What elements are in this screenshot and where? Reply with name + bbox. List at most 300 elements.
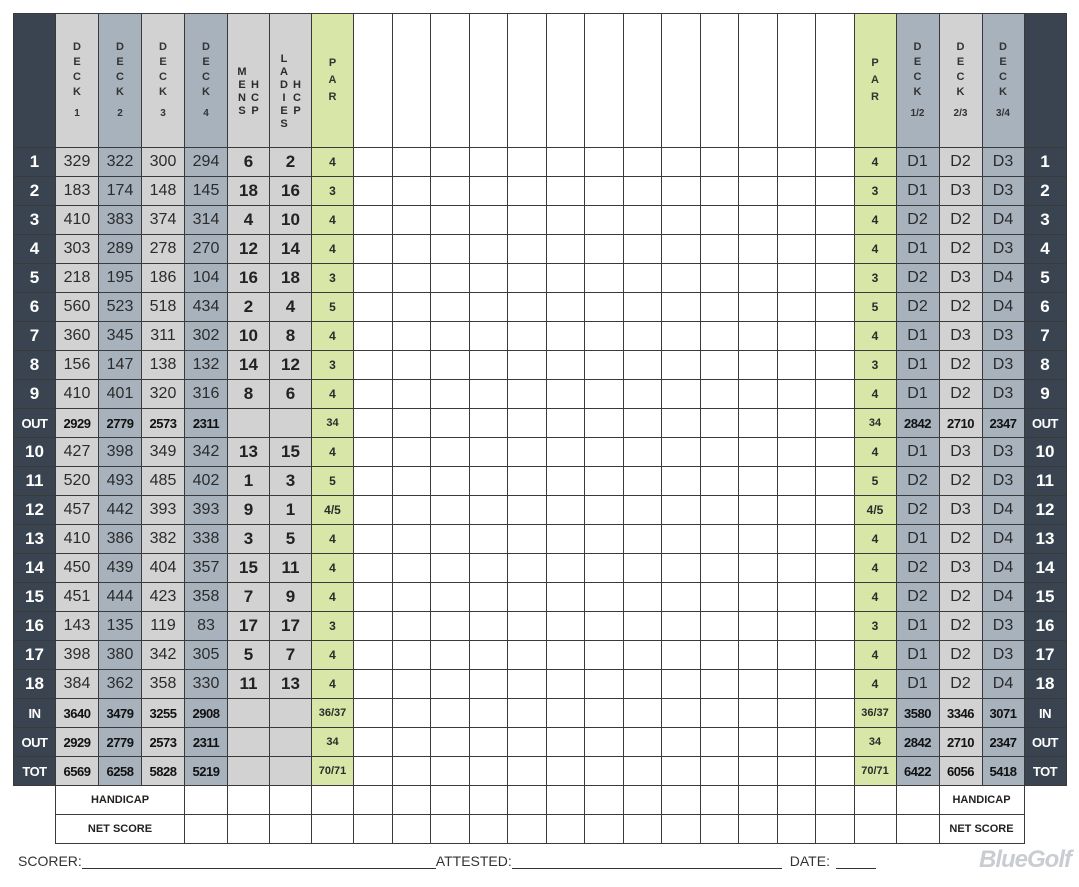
score-cell[interactable] bbox=[623, 235, 662, 264]
score-cell[interactable] bbox=[623, 583, 662, 612]
score-header-1[interactable] bbox=[354, 14, 393, 148]
score-cell[interactable] bbox=[816, 728, 855, 757]
score-cell[interactable] bbox=[354, 380, 393, 409]
score-cell[interactable] bbox=[662, 525, 701, 554]
score-cell[interactable] bbox=[546, 351, 585, 380]
score-cell[interactable] bbox=[662, 351, 701, 380]
score-cell[interactable] bbox=[431, 148, 470, 177]
score-cell[interactable] bbox=[469, 148, 508, 177]
score-cell[interactable] bbox=[777, 670, 816, 699]
score-cell[interactable] bbox=[392, 757, 431, 786]
score-cell[interactable] bbox=[354, 699, 393, 728]
net-score-cell[interactable] bbox=[431, 815, 470, 844]
score-cell[interactable] bbox=[777, 148, 816, 177]
score-header-9[interactable] bbox=[662, 14, 701, 148]
score-cell[interactable] bbox=[739, 554, 778, 583]
score-cell[interactable] bbox=[739, 293, 778, 322]
score-cell[interactable] bbox=[469, 409, 508, 438]
score-cell[interactable] bbox=[777, 380, 816, 409]
score-cell[interactable] bbox=[585, 177, 624, 206]
score-cell[interactable] bbox=[700, 235, 739, 264]
score-cell[interactable] bbox=[777, 496, 816, 525]
score-cell[interactable] bbox=[700, 554, 739, 583]
score-cell[interactable] bbox=[431, 206, 470, 235]
score-cell[interactable] bbox=[739, 235, 778, 264]
score-cell[interactable] bbox=[662, 409, 701, 438]
score-cell[interactable] bbox=[431, 525, 470, 554]
score-cell[interactable] bbox=[431, 757, 470, 786]
score-cell[interactable] bbox=[700, 757, 739, 786]
score-header-10[interactable] bbox=[700, 14, 739, 148]
score-cell[interactable] bbox=[392, 496, 431, 525]
score-cell[interactable] bbox=[700, 612, 739, 641]
score-cell[interactable] bbox=[662, 641, 701, 670]
score-cell[interactable] bbox=[392, 699, 431, 728]
score-cell[interactable] bbox=[469, 728, 508, 757]
score-cell[interactable] bbox=[508, 728, 547, 757]
score-cell[interactable] bbox=[700, 641, 739, 670]
score-cell[interactable] bbox=[431, 728, 470, 757]
score-cell[interactable] bbox=[508, 322, 547, 351]
score-cell[interactable] bbox=[469, 235, 508, 264]
score-cell[interactable] bbox=[739, 728, 778, 757]
score-cell[interactable] bbox=[700, 438, 739, 467]
handicap-cell[interactable] bbox=[777, 786, 816, 815]
score-cell[interactable] bbox=[662, 728, 701, 757]
score-cell[interactable] bbox=[508, 757, 547, 786]
score-cell[interactable] bbox=[585, 728, 624, 757]
score-cell[interactable] bbox=[392, 177, 431, 206]
score-cell[interactable] bbox=[354, 525, 393, 554]
score-cell[interactable] bbox=[739, 148, 778, 177]
handicap-cell[interactable] bbox=[228, 786, 270, 815]
net-score-cell[interactable] bbox=[777, 815, 816, 844]
score-cell[interactable] bbox=[585, 496, 624, 525]
score-cell[interactable] bbox=[392, 293, 431, 322]
score-header-6[interactable] bbox=[546, 14, 585, 148]
score-cell[interactable] bbox=[431, 293, 470, 322]
handicap-cell[interactable] bbox=[623, 786, 662, 815]
score-cell[interactable] bbox=[623, 148, 662, 177]
score-cell[interactable] bbox=[777, 757, 816, 786]
score-cell[interactable] bbox=[585, 409, 624, 438]
score-cell[interactable] bbox=[662, 264, 701, 293]
score-cell[interactable] bbox=[777, 554, 816, 583]
score-cell[interactable] bbox=[469, 496, 508, 525]
score-cell[interactable] bbox=[469, 264, 508, 293]
score-cell[interactable] bbox=[623, 612, 662, 641]
score-cell[interactable] bbox=[816, 699, 855, 728]
score-cell[interactable] bbox=[392, 148, 431, 177]
score-cell[interactable] bbox=[739, 322, 778, 351]
score-cell[interactable] bbox=[700, 583, 739, 612]
score-cell[interactable] bbox=[662, 496, 701, 525]
score-cell[interactable] bbox=[431, 409, 470, 438]
score-cell[interactable] bbox=[700, 148, 739, 177]
handicap-cell[interactable] bbox=[312, 786, 354, 815]
score-cell[interactable] bbox=[392, 554, 431, 583]
score-cell[interactable] bbox=[739, 612, 778, 641]
score-cell[interactable] bbox=[508, 641, 547, 670]
score-cell[interactable] bbox=[508, 496, 547, 525]
score-cell[interactable] bbox=[546, 583, 585, 612]
score-cell[interactable] bbox=[700, 264, 739, 293]
score-cell[interactable] bbox=[739, 525, 778, 554]
score-cell[interactable] bbox=[392, 409, 431, 438]
score-cell[interactable] bbox=[623, 409, 662, 438]
score-cell[interactable] bbox=[623, 728, 662, 757]
handicap-cell[interactable] bbox=[585, 786, 624, 815]
score-cell[interactable] bbox=[777, 235, 816, 264]
score-header-4[interactable] bbox=[469, 14, 508, 148]
score-cell[interactable] bbox=[700, 670, 739, 699]
score-cell[interactable] bbox=[508, 525, 547, 554]
score-cell[interactable] bbox=[431, 641, 470, 670]
handicap-cell[interactable] bbox=[739, 786, 778, 815]
score-header-12[interactable] bbox=[777, 14, 816, 148]
score-cell[interactable] bbox=[623, 264, 662, 293]
score-cell[interactable] bbox=[392, 351, 431, 380]
score-cell[interactable] bbox=[354, 496, 393, 525]
score-cell[interactable] bbox=[354, 438, 393, 467]
score-cell[interactable] bbox=[700, 467, 739, 496]
score-cell[interactable] bbox=[623, 699, 662, 728]
score-cell[interactable] bbox=[816, 757, 855, 786]
score-cell[interactable] bbox=[662, 699, 701, 728]
score-cell[interactable] bbox=[508, 235, 547, 264]
score-cell[interactable] bbox=[508, 264, 547, 293]
score-cell[interactable] bbox=[469, 293, 508, 322]
score-cell[interactable] bbox=[392, 612, 431, 641]
score-cell[interactable] bbox=[623, 670, 662, 699]
score-cell[interactable] bbox=[546, 699, 585, 728]
score-cell[interactable] bbox=[469, 380, 508, 409]
score-cell[interactable] bbox=[585, 670, 624, 699]
score-cell[interactable] bbox=[546, 235, 585, 264]
score-cell[interactable] bbox=[739, 641, 778, 670]
score-cell[interactable] bbox=[585, 699, 624, 728]
score-cell[interactable] bbox=[777, 177, 816, 206]
net-score-cell[interactable] bbox=[546, 815, 585, 844]
net-score-cell[interactable] bbox=[623, 815, 662, 844]
net-score-cell[interactable] bbox=[508, 815, 547, 844]
score-cell[interactable] bbox=[623, 525, 662, 554]
score-cell[interactable] bbox=[816, 496, 855, 525]
score-cell[interactable] bbox=[777, 438, 816, 467]
score-cell[interactable] bbox=[469, 641, 508, 670]
net-score-cell[interactable] bbox=[270, 815, 312, 844]
score-cell[interactable] bbox=[623, 467, 662, 496]
score-cell[interactable] bbox=[354, 322, 393, 351]
score-cell[interactable] bbox=[623, 496, 662, 525]
handicap-cell[interactable] bbox=[354, 786, 393, 815]
attested-field[interactable] bbox=[512, 853, 782, 869]
score-cell[interactable] bbox=[662, 612, 701, 641]
score-cell[interactable] bbox=[431, 467, 470, 496]
score-header-5[interactable] bbox=[508, 14, 547, 148]
score-cell[interactable] bbox=[816, 351, 855, 380]
handicap-cell[interactable] bbox=[392, 786, 431, 815]
score-cell[interactable] bbox=[662, 438, 701, 467]
score-cell[interactable] bbox=[431, 438, 470, 467]
score-cell[interactable] bbox=[508, 670, 547, 699]
score-cell[interactable] bbox=[354, 554, 393, 583]
score-cell[interactable] bbox=[700, 699, 739, 728]
net-score-cell[interactable] bbox=[312, 815, 354, 844]
score-cell[interactable] bbox=[662, 670, 701, 699]
net-score-cell[interactable] bbox=[185, 815, 228, 844]
net-score-cell[interactable] bbox=[585, 815, 624, 844]
score-cell[interactable] bbox=[354, 583, 393, 612]
score-cell[interactable] bbox=[623, 322, 662, 351]
score-cell[interactable] bbox=[354, 728, 393, 757]
score-cell[interactable] bbox=[354, 177, 393, 206]
score-cell[interactable] bbox=[546, 438, 585, 467]
score-cell[interactable] bbox=[816, 235, 855, 264]
score-cell[interactable] bbox=[469, 322, 508, 351]
score-cell[interactable] bbox=[546, 409, 585, 438]
score-cell[interactable] bbox=[546, 264, 585, 293]
score-cell[interactable] bbox=[354, 409, 393, 438]
score-cell[interactable] bbox=[469, 757, 508, 786]
score-cell[interactable] bbox=[546, 612, 585, 641]
score-cell[interactable] bbox=[816, 438, 855, 467]
score-cell[interactable] bbox=[777, 264, 816, 293]
score-cell[interactable] bbox=[546, 554, 585, 583]
score-cell[interactable] bbox=[585, 235, 624, 264]
score-cell[interactable] bbox=[585, 148, 624, 177]
score-cell[interactable] bbox=[431, 264, 470, 293]
score-cell[interactable] bbox=[546, 728, 585, 757]
score-cell[interactable] bbox=[623, 554, 662, 583]
score-header-11[interactable] bbox=[739, 14, 778, 148]
score-cell[interactable] bbox=[777, 641, 816, 670]
score-cell[interactable] bbox=[739, 757, 778, 786]
score-cell[interactable] bbox=[777, 322, 816, 351]
score-cell[interactable] bbox=[700, 293, 739, 322]
score-cell[interactable] bbox=[392, 438, 431, 467]
score-cell[interactable] bbox=[431, 235, 470, 264]
handicap-cell[interactable] bbox=[896, 786, 939, 815]
score-cell[interactable] bbox=[469, 467, 508, 496]
date-field[interactable] bbox=[836, 853, 876, 869]
handicap-cell[interactable] bbox=[469, 786, 508, 815]
score-cell[interactable] bbox=[392, 525, 431, 554]
score-cell[interactable] bbox=[546, 380, 585, 409]
score-header-7[interactable] bbox=[585, 14, 624, 148]
score-cell[interactable] bbox=[739, 467, 778, 496]
score-cell[interactable] bbox=[816, 264, 855, 293]
score-cell[interactable] bbox=[700, 380, 739, 409]
score-cell[interactable] bbox=[739, 206, 778, 235]
score-cell[interactable] bbox=[777, 728, 816, 757]
score-cell[interactable] bbox=[623, 351, 662, 380]
score-cell[interactable] bbox=[508, 409, 547, 438]
score-cell[interactable] bbox=[623, 206, 662, 235]
score-cell[interactable] bbox=[546, 525, 585, 554]
score-cell[interactable] bbox=[816, 409, 855, 438]
net-score-cell[interactable] bbox=[469, 815, 508, 844]
score-cell[interactable] bbox=[739, 351, 778, 380]
net-score-cell[interactable] bbox=[816, 815, 855, 844]
score-cell[interactable] bbox=[585, 322, 624, 351]
score-cell[interactable] bbox=[700, 496, 739, 525]
handicap-cell[interactable] bbox=[546, 786, 585, 815]
score-cell[interactable] bbox=[816, 554, 855, 583]
handicap-cell[interactable] bbox=[431, 786, 470, 815]
score-cell[interactable] bbox=[700, 206, 739, 235]
score-cell[interactable] bbox=[354, 641, 393, 670]
score-cell[interactable] bbox=[469, 670, 508, 699]
net-score-cell[interactable] bbox=[700, 815, 739, 844]
score-cell[interactable] bbox=[508, 148, 547, 177]
score-cell[interactable] bbox=[623, 641, 662, 670]
score-cell[interactable] bbox=[662, 583, 701, 612]
score-cell[interactable] bbox=[662, 206, 701, 235]
score-cell[interactable] bbox=[431, 322, 470, 351]
score-cell[interactable] bbox=[662, 467, 701, 496]
score-cell[interactable] bbox=[777, 351, 816, 380]
score-cell[interactable] bbox=[777, 467, 816, 496]
score-cell[interactable] bbox=[354, 293, 393, 322]
score-cell[interactable] bbox=[816, 583, 855, 612]
score-cell[interactable] bbox=[469, 554, 508, 583]
score-cell[interactable] bbox=[392, 206, 431, 235]
score-cell[interactable] bbox=[816, 612, 855, 641]
score-cell[interactable] bbox=[508, 467, 547, 496]
score-cell[interactable] bbox=[392, 380, 431, 409]
score-header-8[interactable] bbox=[623, 14, 662, 148]
score-cell[interactable] bbox=[546, 322, 585, 351]
score-cell[interactable] bbox=[392, 583, 431, 612]
score-cell[interactable] bbox=[623, 380, 662, 409]
score-cell[interactable] bbox=[469, 699, 508, 728]
score-cell[interactable] bbox=[662, 554, 701, 583]
score-cell[interactable] bbox=[392, 670, 431, 699]
score-cell[interactable] bbox=[508, 177, 547, 206]
score-cell[interactable] bbox=[546, 467, 585, 496]
score-cell[interactable] bbox=[739, 699, 778, 728]
score-cell[interactable] bbox=[700, 322, 739, 351]
score-cell[interactable] bbox=[469, 351, 508, 380]
net-score-cell[interactable] bbox=[354, 815, 393, 844]
score-cell[interactable] bbox=[392, 467, 431, 496]
score-cell[interactable] bbox=[739, 496, 778, 525]
score-cell[interactable] bbox=[739, 380, 778, 409]
score-cell[interactable] bbox=[662, 235, 701, 264]
score-cell[interactable] bbox=[546, 757, 585, 786]
score-cell[interactable] bbox=[739, 583, 778, 612]
score-cell[interactable] bbox=[662, 177, 701, 206]
net-score-cell[interactable] bbox=[662, 815, 701, 844]
score-cell[interactable] bbox=[816, 148, 855, 177]
net-score-cell[interactable] bbox=[854, 815, 896, 844]
score-cell[interactable] bbox=[354, 612, 393, 641]
score-cell[interactable] bbox=[508, 351, 547, 380]
score-cell[interactable] bbox=[431, 670, 470, 699]
score-cell[interactable] bbox=[431, 496, 470, 525]
score-cell[interactable] bbox=[469, 177, 508, 206]
score-cell[interactable] bbox=[777, 525, 816, 554]
score-cell[interactable] bbox=[431, 177, 470, 206]
score-cell[interactable] bbox=[392, 235, 431, 264]
score-header-2[interactable] bbox=[392, 14, 431, 148]
score-cell[interactable] bbox=[431, 583, 470, 612]
score-cell[interactable] bbox=[508, 206, 547, 235]
score-cell[interactable] bbox=[469, 583, 508, 612]
score-cell[interactable] bbox=[700, 351, 739, 380]
score-cell[interactable] bbox=[354, 757, 393, 786]
handicap-cell[interactable] bbox=[185, 786, 228, 815]
score-cell[interactable] bbox=[739, 264, 778, 293]
score-cell[interactable] bbox=[354, 235, 393, 264]
score-cell[interactable] bbox=[469, 438, 508, 467]
score-cell[interactable] bbox=[585, 554, 624, 583]
score-cell[interactable] bbox=[508, 612, 547, 641]
score-cell[interactable] bbox=[739, 409, 778, 438]
score-cell[interactable] bbox=[739, 438, 778, 467]
score-cell[interactable] bbox=[354, 670, 393, 699]
score-cell[interactable] bbox=[354, 206, 393, 235]
score-cell[interactable] bbox=[816, 467, 855, 496]
score-cell[interactable] bbox=[585, 264, 624, 293]
handicap-cell[interactable] bbox=[270, 786, 312, 815]
score-cell[interactable] bbox=[585, 467, 624, 496]
handicap-cell[interactable] bbox=[854, 786, 896, 815]
score-cell[interactable] bbox=[623, 438, 662, 467]
score-cell[interactable] bbox=[623, 293, 662, 322]
score-cell[interactable] bbox=[546, 177, 585, 206]
score-cell[interactable] bbox=[508, 554, 547, 583]
score-header-3[interactable] bbox=[431, 14, 470, 148]
score-cell[interactable] bbox=[700, 728, 739, 757]
score-cell[interactable] bbox=[700, 409, 739, 438]
score-cell[interactable] bbox=[777, 409, 816, 438]
score-cell[interactable] bbox=[585, 293, 624, 322]
score-cell[interactable] bbox=[392, 264, 431, 293]
score-cell[interactable] bbox=[662, 322, 701, 351]
score-cell[interactable] bbox=[508, 699, 547, 728]
score-cell[interactable] bbox=[431, 351, 470, 380]
score-cell[interactable] bbox=[354, 351, 393, 380]
score-cell[interactable] bbox=[816, 641, 855, 670]
net-score-cell[interactable] bbox=[896, 815, 939, 844]
score-cell[interactable] bbox=[662, 757, 701, 786]
score-cell[interactable] bbox=[816, 670, 855, 699]
score-cell[interactable] bbox=[392, 728, 431, 757]
handicap-cell[interactable] bbox=[662, 786, 701, 815]
score-cell[interactable] bbox=[585, 438, 624, 467]
score-cell[interactable] bbox=[816, 177, 855, 206]
score-cell[interactable] bbox=[816, 525, 855, 554]
score-cell[interactable] bbox=[469, 206, 508, 235]
score-cell[interactable] bbox=[777, 206, 816, 235]
score-cell[interactable] bbox=[585, 612, 624, 641]
score-cell[interactable] bbox=[431, 699, 470, 728]
score-cell[interactable] bbox=[508, 380, 547, 409]
score-cell[interactable] bbox=[508, 583, 547, 612]
score-cell[interactable] bbox=[662, 380, 701, 409]
score-cell[interactable] bbox=[469, 612, 508, 641]
score-cell[interactable] bbox=[700, 525, 739, 554]
score-cell[interactable] bbox=[816, 206, 855, 235]
net-score-cell[interactable] bbox=[392, 815, 431, 844]
score-cell[interactable] bbox=[431, 554, 470, 583]
net-score-cell[interactable] bbox=[739, 815, 778, 844]
score-cell[interactable] bbox=[354, 148, 393, 177]
score-cell[interactable] bbox=[700, 177, 739, 206]
score-cell[interactable] bbox=[585, 380, 624, 409]
